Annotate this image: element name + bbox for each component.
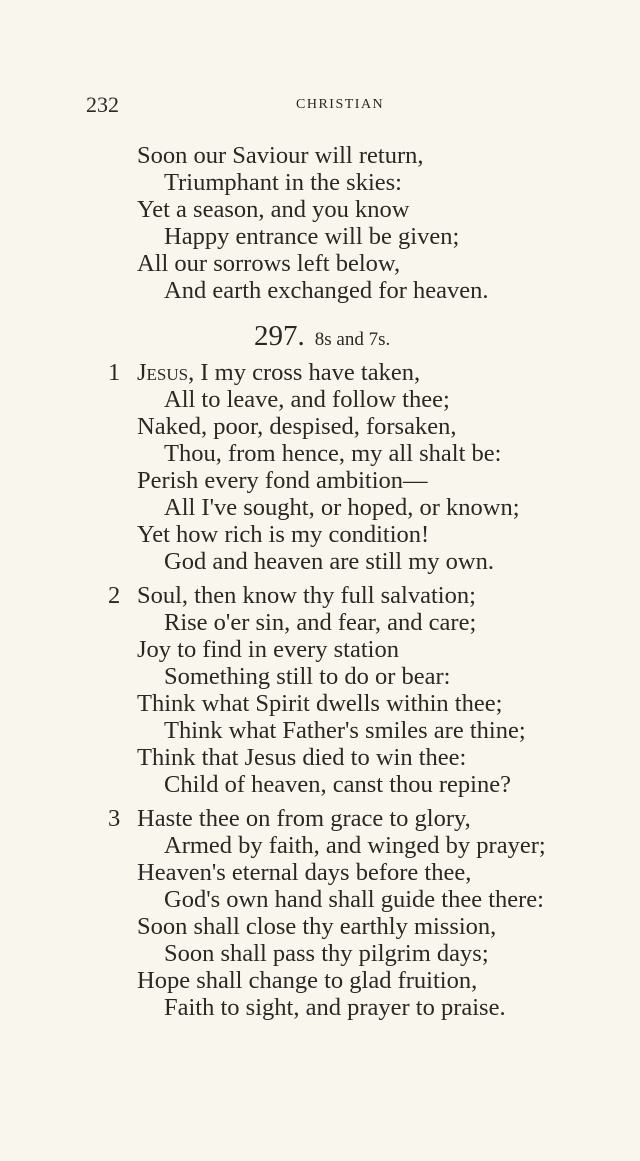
verse-line: God's own hand shall guide thee there: bbox=[164, 886, 544, 913]
verse-line: Soon shall close thy earthly mission, bbox=[137, 913, 497, 940]
stanza-line: And earth exchanged for heaven. bbox=[164, 277, 489, 304]
page-header bbox=[86, 92, 570, 122]
verse-line: Think what Spirit dwells within thee; bbox=[137, 690, 503, 717]
verse-line: God and heaven are still my own. bbox=[164, 548, 494, 575]
hymn-meter: 8s and 7s. bbox=[314, 329, 391, 350]
verse-line: Joy to find in every station bbox=[137, 636, 399, 663]
running-head: CHRISTIAN bbox=[296, 97, 385, 112]
hymn-number: 297. bbox=[254, 320, 305, 352]
verse-line: Haste thee on from grace to glory, bbox=[137, 805, 471, 832]
verse-line: Soon shall pass thy pilgrim days; bbox=[164, 940, 489, 967]
verse-line: Think that Jesus died to win thee: bbox=[137, 744, 467, 771]
stanza-line: All our sorrows left below, bbox=[137, 250, 401, 277]
verse-line: Thou, from hence, my all shalt be: bbox=[164, 440, 502, 467]
verse-line: All I've sought, or hoped, or known; bbox=[164, 494, 520, 521]
verse-line: Soul, then know thy full salvation; bbox=[137, 582, 476, 609]
verse-line: All to leave, and follow thee; bbox=[164, 386, 450, 413]
verse-line: Naked, poor, despised, forsaken, bbox=[137, 413, 457, 440]
stanza-line: Triumphant in the skies: bbox=[164, 169, 402, 196]
stanza-line: Soon our Saviour will return, bbox=[137, 142, 424, 169]
verse-line: Child of heaven, canst thou repine? bbox=[164, 771, 511, 798]
hymn-heading bbox=[254, 322, 390, 351]
verse-line: Hope shall change to glad fruition, bbox=[137, 967, 478, 994]
verse-number: 2 bbox=[108, 582, 121, 609]
page-number: 232 bbox=[86, 92, 119, 117]
verse-first-rest: , I my cross have taken, bbox=[188, 359, 421, 386]
stanza-line: Happy entrance will be given; bbox=[164, 223, 460, 250]
verse-line: Yet how rich is my condition! bbox=[137, 521, 430, 548]
stanza-line: Yet a season, and you know bbox=[137, 196, 410, 223]
verse-line: Armed by faith, and winged by prayer; bbox=[164, 832, 546, 859]
verse-number: 3 bbox=[108, 805, 121, 832]
verse-number: 1 bbox=[108, 359, 121, 386]
verse-line: Something still to do or bear: bbox=[164, 663, 451, 690]
verse-line: Faith to sight, and prayer to praise. bbox=[164, 994, 506, 1021]
verse-line: Think what Father's smiles are thine; bbox=[164, 717, 526, 744]
verse-line: Heaven's eternal days before thee, bbox=[137, 859, 472, 886]
verse-line: Perish every fond ambition— bbox=[137, 467, 428, 494]
verse-line: Rise o'er sin, and fear, and care; bbox=[164, 609, 477, 636]
verse-first-word: Jesus bbox=[137, 359, 189, 386]
verse-line bbox=[137, 361, 420, 386]
